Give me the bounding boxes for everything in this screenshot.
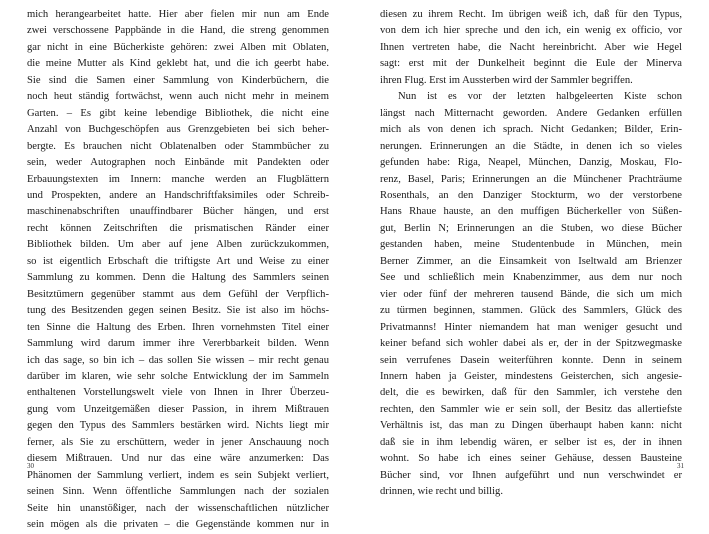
text-line: seinen Sinn. Wenn öffentliche Sammlungen nach der sozialen [27,486,329,498]
right-page-number: 31 [677,462,684,470]
text-line: ferner, als Sie zu erschüttern, weder in jener Anschauung noch [27,436,329,448]
text-line: Bücher sind, vor Ihnen aufgeführt und nun verschwindet er [380,469,682,481]
text-line: gut, Berlin N; Erinnerungen an die Stuben, wo diese Bücher [380,222,682,234]
text-line: Besitztümern gegenüber stammt aus dem Gefühl der Verpflich- [27,288,329,300]
text-line: diesem Mißtrauen. Und nur das eine wäre anzumerken: Das [27,453,329,465]
text-line: drinnen, wie recht und billig. [380,486,503,498]
text-line: gefunden habe: Riga, Neapel, München, Danzig, Moskau, Flo- [380,157,682,169]
text-line: maschinenabschriften unauffindbarer Bücher hängen, und erst [27,206,329,218]
text-line: See und schließlich mein Knabenzimmer, aus dem nur noch [380,272,682,284]
text-line: Nun ist es vor der letzten halbgeleerten Kiste schon [398,91,682,103]
text-line: Sammlung wird darum immer ihre Vererbbarkeit bilden. Wenn [27,338,329,350]
text-line: sein, weder Autographen noch Einbände mit Pandekten oder [27,157,329,169]
text-line: von dem ich hier spreche und den ich, ein wenig ex officio, vor [380,25,682,37]
text-line: Erbauungstexten im Innern: manche werden an Flugblättern [27,173,329,185]
text-line: Hans Rhaue hauste, an den muffigen Bücherkeller von Süßen- [380,206,682,218]
text-line: und Prospekten, andere an Handschriftfaksimiles oder Schreib- [27,189,329,201]
text-line: vier oder fünf der mehreren tausend Bände, die sich um mich [380,288,682,300]
text-line: recht können Zeitschriften die prismatischen Ränder einer [27,222,329,234]
text-line: gung vom Unzeitgemäßen dieser Passion, in ihrem Mißtrauen [27,403,329,415]
text-line: ich das sage, so bin ich – das sollen Sie wissen – mir recht genau [27,354,329,366]
text-line: Sie sind die Samen einer Sammlung von Kinderbüchern, die [27,74,329,86]
text-line: diesen zu ihrem Recht. Im übrigen weiß ich, daß für den Typus, [380,9,682,20]
text-line: delt, die es bewirken, daß für den Sammler, ich verstehe den [380,387,682,399]
text-line: bergte. Es brauchen nicht Oblatenalben oder Stammbücher zu [27,140,329,152]
text-line: rechten, den Sammler wie er sein soll, der Besitz das allertiefste [380,403,682,415]
text-line: Phänomen der Sammlung verliert, indem es sein Subjekt verliert, [27,469,329,481]
text-line: Innern haben ja Geister, mindestens Geisterchen, sich angesie- [380,370,682,382]
text-line: sagt: erst mit der Dunkelheit beginnt die Eule der Minerva [380,58,682,70]
text-line: keiner befand sich wohler dabei als er, der in der Spitzwegmaske [380,338,682,350]
text-line: Sammlung zu kommen. Denn die Haltung des Sammlers seinen [27,272,329,284]
text-line: Garten. – Es gibt keine lebendige Bibliothek, die nicht eine [27,107,329,119]
text-line: gestanden haben, meine Studentenbude in München, mein [380,239,682,251]
text-line: zwei verschossene Pappbände in die Hand, die streng genommen [27,25,329,37]
text-line: enthaltenen Vorstellungswelt viele von Ihnen in Ihrer Überzeu- [27,387,329,399]
text-line: zu türmen beginnen, stammen. Glück des Sammlers, Glück des [380,305,682,317]
text-line: Privatmanns! Hinter niemandem hat man weniger gesucht und [380,321,682,333]
text-line: Anzahl von Buchgeschöpfen aus Grenzgebieten bei sich beher- [27,124,329,136]
text-line: ten Sinne die Haltung des Erben. Ihren vornehmsten Titel einer [27,321,329,333]
text-line: längst nach Mitternacht geworden. Andere Gedanken erfüllen [380,107,682,119]
text-line: gar nicht in eine Bücherkiste gehören: zwei Alben mit Oblaten, [27,41,329,53]
text-line: Berner Zimmer, an die Einsamkeit von Iseltwald am Brienzer [380,255,682,267]
text-line: Rosenthals, an den Danziger Stockturm, wo der verstorbene [380,189,682,201]
text-line: nerungen. Erinnerungen an die Städte, in denen ich so vieles [380,140,682,152]
text-line: renz, Basel, Paris; Erinnerungen an die Münchener Prachträume [380,173,682,185]
text-line: mich als von denen ich sprach. Nicht Gedanken; Bilder, Erin- [380,124,682,136]
text-line: wohnt. So habe ich eines seiner Gehäuse, dessen Bausteine [380,453,682,465]
text-line: gegen den Typus des Sammlers bestärken wird. Nichts liegt mir [27,420,329,432]
left-page-text [27,7,329,534]
left-page [0,0,354,531]
text-line: darüber im klaren, wie sehr solche Entwicklung der im Sammeln [27,370,329,382]
text-line: die meine Mutter als Kind geklebt hat, und die ich geerbt habe. [27,58,329,70]
text-line: sein mögen als die privaten – die Gegenstände kommen nur in [27,519,329,531]
right-page-text [380,7,682,501]
text-line: Ihnen vertreten habe, die Nacht hereinbricht. Aber wie Hegel [380,41,682,53]
text-line: tung des Besitzenden gegen seinen Besitz. Sie ist also im höchs- [27,305,329,317]
text-line: so ist eigentlich Erbschaft die triftigste Art und Weise zu einer [27,255,329,267]
text-line: ihren Flug. Erst im Aussterben wird der Sammler begriffen. [380,74,633,86]
text-line: daß sie in ihm lebendig wären, er selber ist es, der in ihnen [380,436,682,448]
text-line: Seite hin unanstößiger, nach der wissenschaftlichen nützlicher [27,502,329,514]
right-page [355,0,709,500]
text-line: Verhältnis ist, das man zu Dingen überhaupt haben kann: nicht [380,420,682,432]
text-line: mich herangearbeitet hatte. Hier aber fielen mir nun am Ende [27,9,329,20]
text-line: noch heut ständig fortwächst, wenn auch nicht mehr in meinem [27,91,329,103]
left-page-number: 30 [27,462,34,470]
text-line: Bibliothek bilden. Um aber auf jene Alben zurückzukommen, [27,239,329,251]
text-line: sein verrufenes Dasein weiterführen konnte. Denn in seinem [380,354,682,366]
